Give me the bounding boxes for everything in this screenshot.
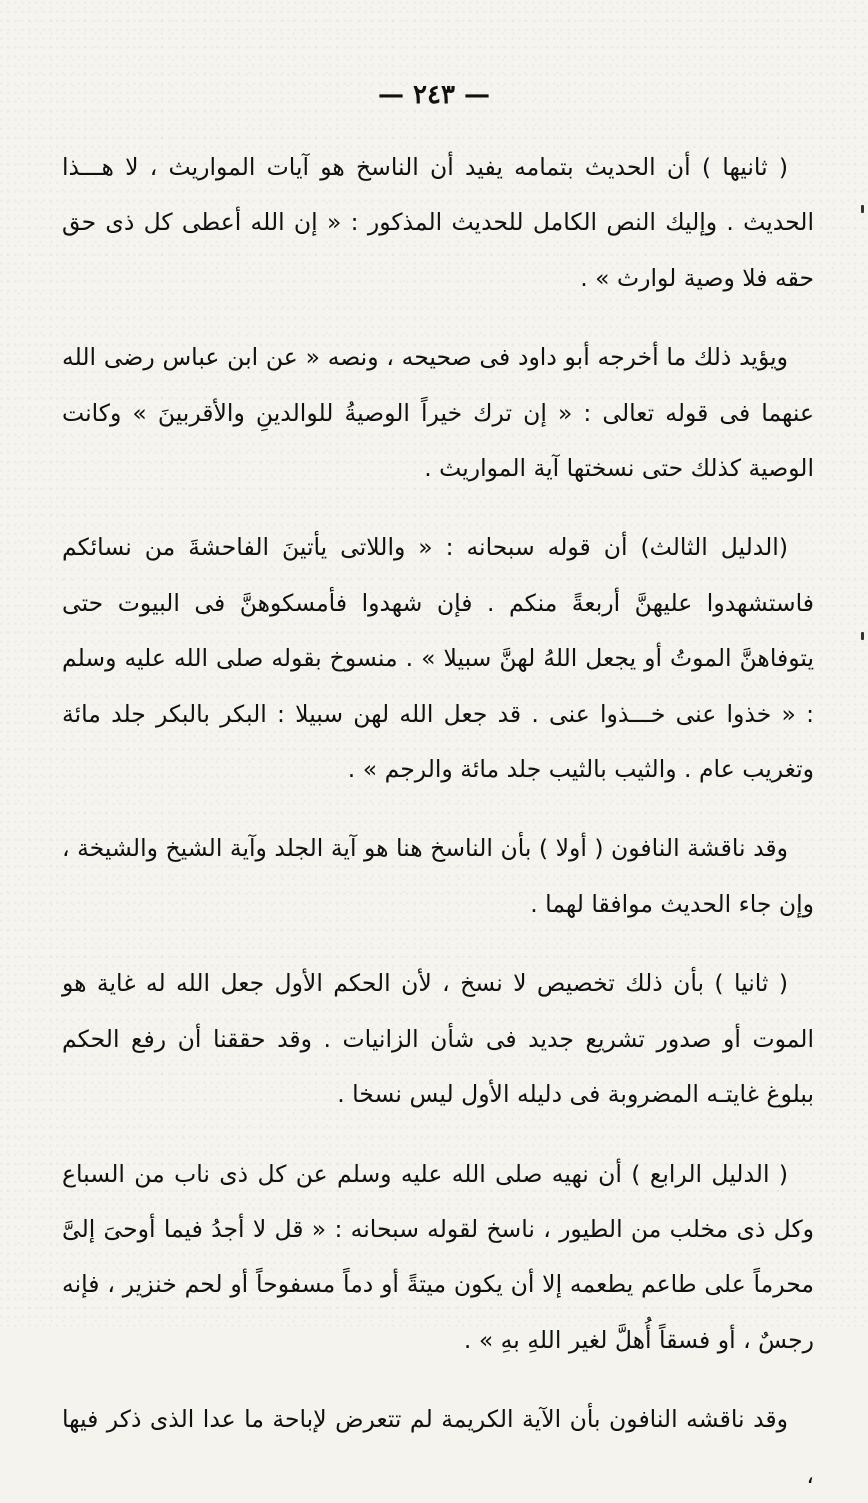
paragraph-rebuttal-first: وقد ناقشة النافون ( أولا ) بأن الناسخ هنا هو آية الجلد وآية الشيخ والشيخة ، وإن جاء الحديث موافقا لهما . [62,834,814,918]
paragraph-final-rebuttal: وقد ناقشه النافون بأن الآية الكريمة لم تتعرض لإباحة ما عدا الذى ذكر فيها ، [62,1405,814,1489]
scan-edge-mark [861,632,864,640]
scan-edge-mark [861,205,864,213]
paragraph-fourth-evidence: ( الدليل الرابع ) أن نهيه صلى الله عليه وسلم عن كل ذى ناب من السباع وكل ذى مخلب من الطيور ، ناسخ لقوله سبحانه : « قل لا أجدُ فيما أوحىَ إلىَّ محرماً على طاعم يطعمه إلا أن يكون ميتةً أو دماً مسفوحاً أو لحم خنزير ، فإنه رجسٌ ، أو فسقاً أُهلَّ لغير اللهِ بهِ » . [62,1159,814,1354]
paragraph-second-point: ( ثانيها ) أن الحديث بتمامه يفيد أن الناسخ هو آيات المواريث ، لا هـــذا الحديث . وإليك النص الكامل للحديث المذكور : « إن الله أعطى كل ذى حق حقه فلا وصية لوارث » . [62,153,814,292]
body-text [62,140,814,1503]
paragraph-rebuttal-second: ( ثانيا ) بأن ذلك تخصيص لا نسخ ، لأن الحكم الأول جعل الله له غاية هو الموت أو صدور تشريع جديد فى شأن الزانيات . وقد حققنا أن رفع الحكم ببلوغ غايتـه المضروبة فى دليله الأول ليس نسخا . [62,969,814,1109]
paragraph-third-evidence: (الدليل الثالث) أن قوله سبحانه : « واللاتى يأتينَ الفاحشةَ من نسائكم فاستشهدوا عليهنَّ أربعةً منكم . فإن شهدوا فأمسكوهنَّ فى البيوت حتى يتوفاهنَّ الموتُ أو يجعل اللهُ لهنَّ سبيلا » . منسوخ بقوله صلى الله عليه وسلم : « خذوا عنى خـــذوا عنى . قد جعل الله لهن سبيلا : البكر بالبكر جلد مائة وتغريب عام . والثيب بالثيب جلد مائة والرجم » . [62,533,814,784]
paragraph-abu-dawud: ويؤيد ذلك ما أخرجه أبو داود فى صحيحه ، ونصه « عن ابن عباس رضى الله عنهما فى قوله تعالى : « إن ترك خيراً الوصيةُ للوالدينِ والأقربينَ » وكانت الوصية كذلك حتى نسختها آية المواريث . [62,343,814,483]
page-number: — ٢٤٣ — [377,80,491,110]
